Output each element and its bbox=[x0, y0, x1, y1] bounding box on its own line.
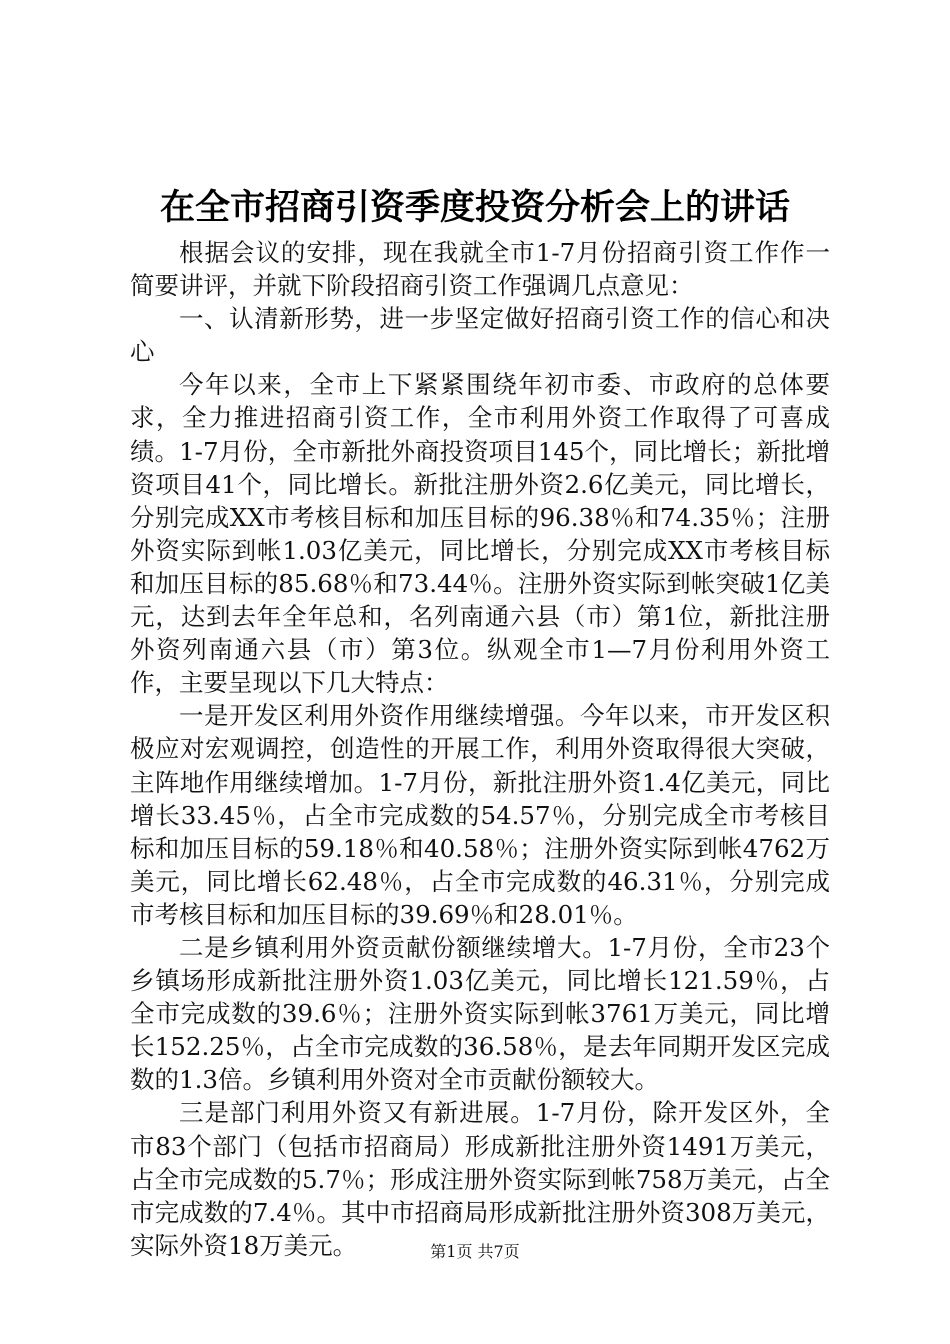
paragraph-point-two: 二是乡镇利用外资贡献份额继续增大。1-7月份，全市23个乡镇场形成新批注册外资1.03亿美元，同比增长121.59％，占全市完成数的39.6％；注册外资实际到帐3761万美元，同比增长152.25％，占全市完成数的36.58％，是去年同期开发区完成数的1.3倍。乡镇利用外资对全市贡献份额较大。 bbox=[130, 932, 830, 1095]
paragraph-point-three: 三是部门利用外资又有新进展。1-7月份，除开发区外，全市83个部门（包括市招商局）形成新批注册外资1491万美元，占全市完成数的5.7％；形成注册外资实际到帐758万美元，占全市完成数的7.4％。其中市招商局形成新批注册外资308万美元，实际外资18万美元。 bbox=[130, 1098, 830, 1260]
paragraph-point-one: 一是开发区利用外资作用继续增强。今年以来，市开发区积极应对宏观调控，创造性的开展工作，利用外资取得很大突破，主阵地作用继续增加。1-7月份，新批注册外资1.4亿美元，同比增长33.45％，占全市完成数的54.57％，分别完成全市考核目标和加压目标的59.18％和40.58％；注册外资实际到帐4762万美元，同比增长62.48％，占全市完成数的46.31％，分别完成市考核目标和加压目标的39.69％和28.01％。 bbox=[130, 701, 830, 929]
document-title: 在全市招商引资季度投资分析会上的讲话 bbox=[159, 187, 790, 228]
paragraph-intro: 根据会议的安排，现在我就全市1-7月份招商引资工作作一简要讲评，并就下阶段招商引资工作强调几点意见： bbox=[130, 238, 830, 301]
paragraph-overview: 今年以来，全市上下紧紧围绕年初市委、市政府的总体要求，全力推进招商引资工作，全市利用外资工作取得了可喜成绩。1-7月份，全市新批外商投资项目145个，同比增长；新批增资项目41个，同比增长。新批注册外资2.6亿美元，同比增长，分别完成XX市考核目标和加压目标的96.38％和74.35％；注册外资实际到帐1.03亿美元，同比增长，分别完成XX市考核目标和加压目标的85.68％和73.44％。注册外资实际到帐突破1亿美元，达到去年全年总和，名列南通六县（市）第1位，新批注册外资列南通六县（市）第3位。纵观全市1—7月份利用外资工作，主要呈现以下几大特点： bbox=[130, 370, 830, 698]
page-number-footer: 第1页 共7页 bbox=[430, 1242, 520, 1261]
document-body bbox=[130, 236, 830, 1262]
paragraph-section-heading: 一、认清新形势，进一步坚定做好招商引资工作的信心和决心 bbox=[130, 304, 830, 367]
